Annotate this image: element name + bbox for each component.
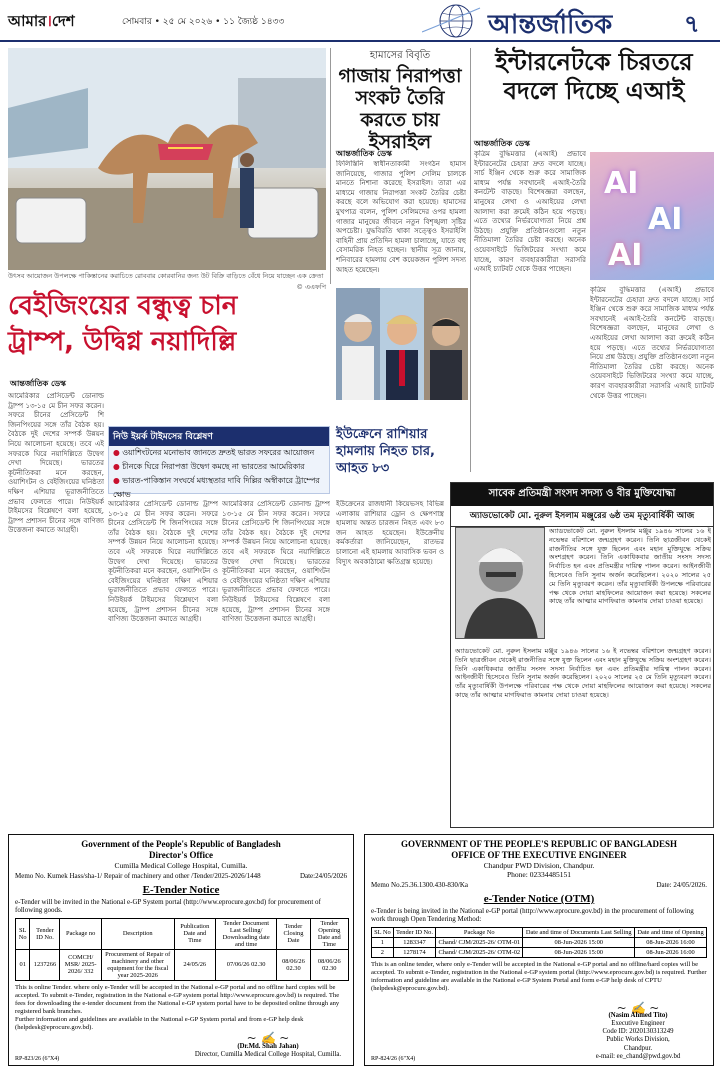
- tender-gov: GOVERNMENT OF THE PEOPLE'S REPUBLIC OF BANGLADESH: [400, 839, 678, 849]
- tender-signer: (Dr.Md. Shah Jahan): [237, 1042, 299, 1050]
- tender-address: Cumilla Medical College Hospital, Cumilla.: [114, 861, 248, 870]
- tender-memo-line: [365, 879, 713, 891]
- td-tender-id: 1278174: [393, 947, 435, 957]
- td-package: Chand/ CJM/2025-26/ OTM-02: [436, 947, 523, 957]
- tender-office: OFFICE OF THE EXECUTIVE ENGINEER: [451, 850, 627, 860]
- beijing-desk: আন্তর্জাতিক ডেস্ক: [10, 379, 66, 388]
- globe-icon: [422, 2, 482, 40]
- newspaper-logo[interactable]: [8, 10, 75, 35]
- gaza-kicker: হামাসের বিবৃতি: [369, 50, 431, 61]
- bullet-icon: ●: [113, 476, 120, 485]
- tender-signer-place: Chandpur.: [623, 1044, 653, 1052]
- tender-title: E-Tender Notice: [142, 884, 220, 896]
- th-package: Package no: [60, 918, 101, 949]
- tender-code: RP-824/26 (6"X4): [371, 1056, 416, 1062]
- tender-table: [371, 927, 707, 958]
- tender-title: e-Tender Notice (OTM): [483, 893, 595, 905]
- ai-letters-1: AI: [604, 166, 639, 201]
- th-last-selling: Tender Document Last Selling/ Downloading date and time: [215, 918, 276, 949]
- beijing-headline-line-2: ট্রাম্প, উদ্বিগ্ন নয়াদিল্লি: [8, 327, 237, 357]
- th-sl: SL No: [372, 927, 394, 937]
- obituary-subheading: অ্যাডভোকেট মো. নুরুল ইসলাম মঞ্জুরের ৬ষ্ঠ তম মৃত্যুবার্ষিকী আজ: [451, 506, 713, 527]
- tender-signer-code: Code ID: 2020130313249: [602, 1028, 674, 1036]
- beijing-body-col-3: আমেরিকার প্রেসিডেন্ট ডোনাল্ড ট্রাম্প ১৩-১৫ মে চীন সফর করেন। সফরে চীনের প্রেসিডেন্ট শি জিনপিংয়ের সঙ্গে তাঁর বৈঠক হয়। বৈঠকে দুই দেশের সম্পর্ক উন্নয়ন নিয়ে আলোচনা হয়েছে। তবে এই সফরকে ঘিরে নয়াদিল্লিতে উদ্বেগ দেখা দিয়েছে। ভারতের কূটনীতিকরা মনে করছেন, ওয়াশিংটন ও বেইজিংয়ের ঘনিষ্ঠতা দক্ষিণ এশিয়ার ভূরাজনীতিতে প্রভাব ফেলতে পারে। নিউইয়র্ক টাইমসের বিশ্লেষণে বলা হয়েছে, ট্রাম্প প্রশাসন চীনের সঙ্গে বাণিজ্য উত্তেজনা কমাতে আগ্রহী।: [222, 500, 330, 624]
- portrait-illustration: [456, 528, 545, 639]
- ai-letters-2: AI: [648, 202, 683, 237]
- nyt-point: [109, 446, 329, 460]
- bullet-icon: ●: [113, 462, 120, 471]
- obituary-body: অ্যাডভোকেট মো. নুরুল ইসলাম মঞ্জুর ১৯৪৬ সালের ১৬ ই নভেম্বর বরিশালে জন্মগ্রহণ করেন। তিনি ছাত্রজীবন থেকেই রাজনীতির সঙ্গে যুক্ত ছিলেন এবং মহান মুক্তিযুদ্ধে সক্রিয় অংশগ্রহণ করেন। তিনি একাধিকবার জাতীয় সংসদ সদস্য নির্বাচিত হন এবং প্রতিমন্ত্রীর দায়িত্ব পালন করেন। আইনজীবী হিসেবেও তিনি সুনাম অর্জন করেছিলেন। ২০২০ সালের ২৫ মে তিনি মৃত্যুবরণ করেন। তাঁর মৃত্যুবার্ষিকী উপলক্ষে পরিবারের পক্ষ থেকে দোয়া মাহফিলের আয়োজন করা হয়েছে। সকলের কাছে তাঁর আত্মার মাগফিরাত কামনায় দোয়া চাওয়া হয়েছে।: [549, 527, 711, 606]
- tender-footer-1: This is online Tender. where only e-Tender will be accepted in the National e-GP portal and no offline hard copies will be accepted. To submit e-Tender, registration in the National e-GP system portal http://www.eprocure.gov.bd) is required. The fees for downloading the e-tender document from the National e-GP system portal have to be deposited online through any registered bank branches.: [15, 983, 340, 1015]
- tender-intro: e-Tender is being invited in the National e-GP portal (http://www.eprocure.gov.bd) in the procurement of following work through Open Tendering Method:: [371, 907, 694, 924]
- ai-headline[interactable]: ইন্টারনেটকে চিরতরে বদলে দিচ্ছে এআই: [495, 48, 693, 105]
- tender-date: Date: 24/05/2026.: [656, 881, 707, 889]
- th-tender-id: Tender ID No.: [393, 927, 435, 937]
- tender-memo-line: [9, 870, 353, 882]
- nyt-point-text: ভারত-পাকিস্তান সংঘর্ষে মধ্যস্থতার দাবি দিল্লির অস্বীকারে ট্রাম্পের ক্ষোভ: [113, 476, 320, 499]
- brand-dash: ।: [46, 12, 52, 30]
- signature-mark: ~ ✍ ~: [246, 1031, 290, 1046]
- td-publication: 24/05/26: [174, 949, 215, 980]
- leaders-photo[interactable]: [336, 288, 468, 400]
- td-package: COMCH/ MSR/ 2025- 2026/ 332: [60, 949, 101, 980]
- th-last-selling: Date and time of Documents Last Selling: [523, 927, 635, 937]
- td-last-selling: 08-Jun-2026 15:00: [523, 947, 635, 957]
- nyt-point: [109, 474, 329, 502]
- tender-footer-2: Further information and guidelines are available in the National e-GP System portal and from e-GP help desk (helpdesk@eprocure.gov.bd).: [15, 1015, 304, 1031]
- tender-signer-title: Executive Engineer: [611, 1019, 665, 1027]
- tender-office: Director's Office: [148, 850, 214, 860]
- td-opening: 08-Jun-2026 16:00: [635, 937, 707, 947]
- obituary-heading: সাবেক প্রতিমন্ত্রী সংসদ সদস্য ও বীর মুক্তিযোদ্ধা: [451, 483, 713, 506]
- tender-date: Date:24/05/2026: [299, 872, 347, 880]
- ukraine-headline[interactable]: ইউক্রেনে রাশিয়ার হামলায় নিহত চার, আহত ৮৩: [336, 427, 435, 476]
- caption-text: উৎসব আয়োজন উপলক্ষে পাকিস্তানের করাচিতে রোববার কোরবানির জন্য উট বিক্রি বাড়িতে বেঁধে নিয়ে যাচ্ছেন এক ক্রেতা: [8, 272, 324, 280]
- td-sl: 2: [372, 947, 394, 957]
- tender-signature-block: [573, 1000, 703, 1061]
- tender-table: [15, 918, 349, 981]
- beijing-headline[interactable]: [8, 288, 328, 360]
- tender-signer: (Nasim Ahmed Tito): [608, 1011, 668, 1019]
- nyt-analysis-heading: নিউ ইয়র্ক টাইমসের বিশ্লেষণ: [109, 427, 329, 446]
- tender-intro: e-Tender will be invited in the National e-GP System portal (http://www.eprocure.gov.bd) for procurement of following goods.: [15, 898, 321, 915]
- th-tender-id: Tender ID No.: [30, 918, 60, 949]
- tender-gov: Government of the People's Republic of Bangladesh: [81, 839, 281, 849]
- obituary-portrait[interactable]: [455, 527, 545, 639]
- tender-memo: Memo No. Kumek Hass/sha-1/ Repair of machinery and other /Tender/2025-2026/1448: [15, 872, 261, 880]
- nyt-analysis-box: [108, 426, 330, 499]
- table-row: [16, 949, 349, 980]
- bullet-icon: ●: [113, 448, 120, 457]
- tender-signer-title: Director, Cumilla Medical College Hospital, Cumilla.: [194, 1050, 342, 1058]
- table-row: [372, 937, 707, 947]
- td-opening: 08/06/26 02.30: [310, 949, 348, 980]
- td-package: Chand/ CJM/2025-26/ OTM-01: [436, 937, 523, 947]
- tender-notice-chandpur: [364, 834, 714, 1066]
- ai-body-cont: কৃত্রিম বুদ্ধিমত্তার (এআই) প্রভাবে ইন্টারনেটের চেহারা দ্রুত বদলে যাচ্ছে। সার্চ ইঞ্জিন থেকে শুরু করে সামাজিক মাধ্যম পর্যন্ত সবখানেই এআই-তৈরি কনটেন্ট বাড়ছে। বিশেষজ্ঞরা বলছেন, মানুষের লেখা ও এআইয়ের লেখা আলাদা করা ক্রমেই কঠিন হয়ে পড়ছে। এতে তথ্যের নির্ভরযোগ্যতা নিয়ে প্রশ্ন উঠছে। প্রযুক্তি প্রতিষ্ঠানগুলো নতুন নীতিমালা তৈরির চেষ্টা করছে। অনেক ওয়েবসাইটে ভিজিটরের সংখ্যা কমে যাচ্ছে, কারণ ব্যবহারকারীরা সরাসরি এআই চ্যাটবট থেকে উত্তর পাচ্ছেন।: [590, 286, 714, 400]
- ukraine-body: ইউক্রেনের রাজধানী কিয়েভসহ বিভিন্ন এলাকায় রাশিয়ার ড্রোন ও ক্ষেপণাস্ত্র হামলায় অন্তত চারজন নিহত এবং ৮৩ জন আহত হয়েছেন। ইউক্রেনীয় কর্মকর্তারা জানিয়েছেন, রাতভর চালানো এই হামলায় আবাসিক ভবন ও বিদ্যুৎ অবকাঠামো ক্ষতিগ্রস্ত হয়েছে।: [336, 500, 444, 566]
- tender-code: RP-823/26 (6"X4): [15, 1056, 60, 1062]
- td-opening: 08-Jun-2026 16:00: [635, 947, 707, 957]
- table-header-row: [16, 918, 349, 949]
- td-tender-id: 1237266: [30, 949, 60, 980]
- td-description: Procurement of Repair of machinery and other equipment for the fiscal year 2025-2026: [101, 949, 174, 980]
- th-closing: Tender Closing Date: [277, 918, 310, 949]
- obituary-body-cont: অ্যাডভোকেট মো. নুরুল ইসলাম মঞ্জুর ১৯৪৬ সালের ১৬ ই নভেম্বর বরিশালে জন্মগ্রহণ করেন। তিনি ছাত্রজীবন থেকেই রাজনীতির সঙ্গে যুক্ত ছিলেন এবং মহান মুক্তিযুদ্ধে সক্রিয় অংশগ্রহণ করেন। তিনি একাধিকবার জাতীয় সংসদ সদস্য নির্বাচিত হন এবং প্রতিমন্ত্রীর দায়িত্ব পালন করেন। আইনজীবী হিসেবেও তিনি সুনাম অর্জন করেছিলেন। ২০২০ সালের ২৫ মে তিনি মৃত্যুবরণ করেন। তাঁর মৃত্যুবার্ষিকী উপলক্ষে পরিবারের পক্ষ থেকে দোয়া মাহফিলের আয়োজন করা হয়েছে। সকলের কাছে তাঁর আত্মার মাগফিরাত কামনায় দোয়া চাওয়া হয়েছে।: [455, 647, 711, 699]
- th-sl: SL No: [16, 918, 30, 949]
- th-description: Description: [101, 918, 174, 949]
- tender-signature-block: [193, 1031, 343, 1059]
- section-title: আন্তর্জাতিক: [488, 10, 613, 40]
- tender-footer-1: This is an online tender, where only e-Tender will be accepted in the National e-GP portal and no offline/hard copies will be accepted. To submit e-Tender, registration in the National e-GP system portal (http://www.eprocure.gov.bd) is required. Further information and guideline are available in the National e-GP System Portal and form e-GP help desk of CPTU (helpdesk@eprocure.gov.bd).: [371, 960, 707, 992]
- td-last-selling: 07/06/26 02.30: [215, 949, 276, 980]
- camel-photo[interactable]: [8, 48, 326, 270]
- th-opening: Tender Opening Date and Time: [310, 918, 348, 949]
- tender-memo: Memo No.25.36.1300.430-830/Ka: [371, 881, 469, 889]
- page-number: ৭: [684, 10, 700, 38]
- tender-signer-email[interactable]: e-mail: ee_chand@pwd.gov.bd: [595, 1052, 681, 1060]
- ai-photo[interactable]: [590, 152, 714, 280]
- td-last-selling: 08-Jun-2026 15:00: [523, 937, 635, 947]
- beijing-body-col-1: আমেরিকার প্রেসিডেন্ট ডোনাল্ড ট্রাম্প ১৩-১৫ মে চীন সফর করেন। সফরে চীনের প্রেসিডেন্ট শি জিনপিংয়ের সঙ্গে তাঁর বৈঠক হয়। বৈঠকে দুই দেশের সম্পর্ক উন্নয়ন নিয়ে আলোচনা হয়েছে। তবে এই সফরকে ঘিরে নয়াদিল্লিতে উদ্বেগ দেখা দিয়েছে। ভারতের কূটনীতিকরা মনে করছেন, ওয়াশিংটন ও বেইজিংয়ের ঘনিষ্ঠতা দক্ষিণ এশিয়ার ভূরাজনীতিতে প্রভাব ফেলতে পারে। নিউইয়র্ক টাইমসের বিশ্লেষণে বলা হয়েছে, ট্রাম্প প্রশাসন চীনের সঙ্গে বাণিজ্য উত্তেজনা কমাতে আগ্রহী।: [8, 392, 104, 535]
- nyt-point-text: চীনকে ঘিরে নিরাপত্তা উদ্বেগ কমছে না ভারতের আমেরিকার: [122, 462, 305, 471]
- column-rule: [470, 48, 471, 472]
- leaders-illustration: [336, 288, 468, 400]
- th-package: Package No: [436, 927, 523, 937]
- ai-body: কৃত্রিম বুদ্ধিমত্তার (এআই) প্রভাবে ইন্টারনেটের চেহারা দ্রুত বদলে যাচ্ছে। সার্চ ইঞ্জিন থেকে শুরু করে সামাজিক মাধ্যম পর্যন্ত সবখানেই এআই-তৈরি কনটেন্ট বাড়ছে। বিশেষজ্ঞরা বলছেন, মানুষের লেখা ও এআইয়ের লেখা আলাদা করা ক্রমেই কঠিন হয়ে পড়ছে। এতে তথ্যের নির্ভরযোগ্যতা নিয়ে প্রশ্ন উঠছে। প্রযুক্তি প্রতিষ্ঠানগুলো নতুন নীতিমালা তৈরির চেষ্টা করছে। অনেক ওয়েবসাইটে ভিজিটরের সংখ্যা কমে যাচ্ছে, কারণ ব্যবহারকারীরা সরাসরি এআই চ্যাটবট থেকে উত্তর পাচ্ছেন।: [474, 150, 586, 274]
- beijing-headline-line-1: বেইজিংয়ের বন্ধুত্ব চান: [8, 291, 238, 321]
- column-rule: [330, 48, 331, 284]
- obituary-box: [450, 482, 714, 828]
- th-opening: Date and time of Opening: [635, 927, 707, 937]
- camel-illustration: [8, 48, 326, 270]
- gaza-headline[interactable]: গাজায় নিরাপত্তা সংকট তৈরি করতে চায় ইসরাইল: [338, 65, 462, 153]
- gaza-body: ফিলিস্তিনি স্বাধীনতাকামী সংগঠন হামাস জানিয়েছে, গাজার পুলিশ সেলিম চালকে মানতে নিশানা করেছে ইসরাইল। তারা এর মাধ্যমে গাজায় নিরাপত্তা সংকট তৈরির চেষ্টা করছে বলে অভিযোগ করা হয়েছে। হামাসের মুখপাত্র বলেন, পুলিশ সেলিমদের ওপর হামলা গাজার মানুষের জীবনে নতুন বিশৃঙ্খলা সৃষ্টির অপচেষ্টা। যুদ্ধবিরতি থাকা সত্ত্বেও ইসরাইলি বাহিনী প্রায় প্রতিদিন হামলা চালাচ্ছে, যাতে বহু বেসামরিক নিহত হচ্ছেন। স্থানীয় সূত্র জানায়, শনিবারের হামলায় বেশ কয়েকজন পুলিশ সদস্য আহত হয়েছেন।: [336, 160, 466, 274]
- brand-part-a: আমার: [8, 12, 47, 30]
- gaza-desk: আন্তর্জাতিক ডেস্ক: [336, 149, 392, 158]
- table-header-row: [372, 927, 707, 937]
- ai-desk: আন্তর্জাতিক ডেস্ক: [474, 139, 530, 148]
- tender-signer-org: Public Works Division,: [606, 1036, 670, 1044]
- th-publication: Publication Date and Time: [174, 918, 215, 949]
- ai-letters-3: AI: [608, 238, 643, 273]
- issue-date: সোমবার • ২৫ মে ২০২৬ • ১১ জ্যৈষ্ঠ ১৪৩৩: [122, 17, 285, 27]
- signature-mark: ~ ✍ ~: [616, 1000, 660, 1015]
- td-tender-id: 1283347: [393, 937, 435, 947]
- tender-phone: Phone: 02334485151: [507, 870, 571, 879]
- nyt-point-text: ওয়াশিংটনের মনোভাব জানতে দ্রুতই ভারত সফরের আয়োজন: [122, 448, 315, 457]
- td-sl: 1: [372, 937, 394, 947]
- photo-credit: © এএফপি: [296, 283, 326, 291]
- table-row: [372, 947, 707, 957]
- brand-part-b: দেশ: [51, 12, 75, 30]
- tender-address: Chandpur PWD Division, Chandpur.: [483, 861, 595, 870]
- gaza-article-head: [334, 48, 466, 153]
- td-sl: 01: [16, 949, 30, 980]
- nyt-point: [109, 460, 329, 474]
- tender-notice-cumilla: [8, 834, 354, 1066]
- beijing-body-col-2: আমেরিকার প্রেসিডেন্ট ডোনাল্ড ট্রাম্প ১৩-১৫ মে চীন সফর করেন। সফরে চীনের প্রেসিডেন্ট শি জিনপিংয়ের সঙ্গে তাঁর বৈঠক হয়। বৈঠকে দুই দেশের সম্পর্ক উন্নয়ন নিয়ে আলোচনা হয়েছে। তবে এই সফরকে ঘিরে নয়াদিল্লিতে উদ্বেগ দেখা দিয়েছে। ভারতের কূটনীতিকরা মনে করছেন, ওয়াশিংটন ও বেইজিংয়ের ঘনিষ্ঠতা দক্ষিণ এশিয়ার ভূরাজনীতিতে প্রভাব ফেলতে পারে। নিউইয়র্ক টাইমসের বিশ্লেষণে বলা হয়েছে, ট্রাম্প প্রশাসন চীনের সঙ্গে বাণিজ্য উত্তেজনা কমাতে আগ্রহী।: [108, 500, 218, 624]
- td-closing: 08/06/26 02.30: [277, 949, 310, 980]
- masthead: [0, 0, 720, 42]
